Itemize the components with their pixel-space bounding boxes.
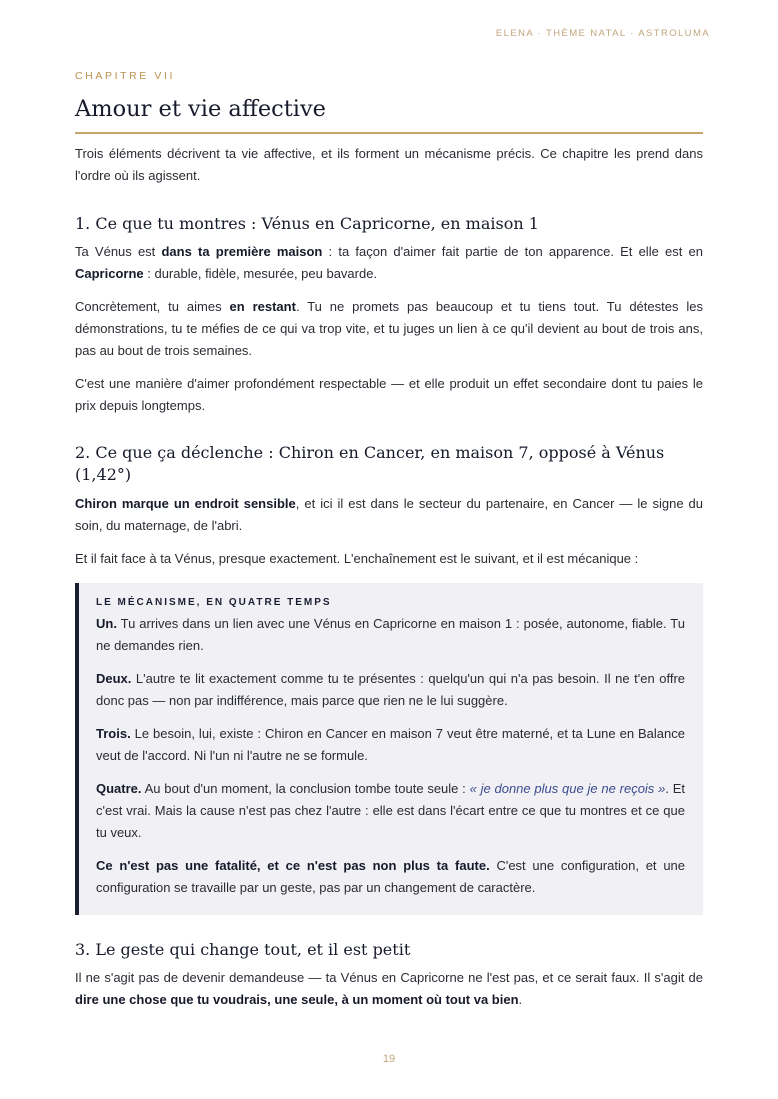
quoted-conclusion: « je donne plus que je ne reçois » bbox=[469, 781, 666, 796]
callout-title: LE MÉCANISME, EN QUATRE TEMPS bbox=[96, 597, 332, 608]
section-1-paragraph-1: Ta Vénus est dans ta première maison : ta façon d'aimer fait partie de ton apparence. Et elle est en Capricorne : durable, fidèle, mesurée, peu bavarde. bbox=[75, 244, 703, 281]
section-3-heading: 3. Le geste qui change tout, et il est petit bbox=[75, 940, 411, 959]
bold-text: en restant bbox=[229, 299, 296, 314]
conclusion-label: Ce n'est pas une fatalité, et ce n'est pas non plus ta faute. bbox=[96, 858, 490, 873]
bold-text: Chiron marque un endroit sensible bbox=[75, 496, 296, 511]
running-header: ELENA · THÈME NATAL · ASTROLUMA bbox=[495, 28, 710, 39]
step-label: Un. bbox=[96, 616, 117, 631]
chapter-title: Amour et vie affective bbox=[75, 96, 703, 134]
bold-text: dans ta première maison bbox=[161, 244, 323, 259]
section-1-paragraph-3: C'est une manière d'aimer profondément respectable — et elle produit un effet secondaire dont tu paies le prix depuis longtemps. bbox=[75, 376, 703, 413]
chapter-label: CHAPITRE VII bbox=[75, 70, 176, 82]
step-label: Quatre. bbox=[96, 781, 142, 796]
section-1-heading: 1. Ce que tu montres : Vénus en Capricorne, en maison 1 bbox=[75, 214, 539, 233]
page-number: 19 bbox=[382, 1053, 396, 1065]
bold-text: Capricorne bbox=[75, 266, 144, 281]
step-un: Un. Tu arrives dans un lien avec une Vénus en Capricorne en maison 1 : posée, autonome, fiable. Tu ne demandes rien. bbox=[96, 616, 685, 653]
step-deux: Deux. L'autre te lit exactement comme tu te présentes : quelqu'un qui n'a pas besoin. Il ne t'en offre donc pas — non par indifférence, mais parce que rien ne le lui suggère. bbox=[96, 671, 685, 708]
callout-conclusion: Ce n'est pas une fatalité, et ce n'est pas non plus ta faute. C'est une configuration, et une configuration se travaille par un geste, pas par un changement de caractère. bbox=[96, 858, 686, 895]
intro-paragraph: Trois éléments décrivent ta vie affective, et ils forment un mécanisme précis. Ce chapitre les prend dans l'ordre où ils agissent. bbox=[75, 146, 703, 183]
section-2-paragraph-1: Chiron marque un endroit sensible, et ici il est dans le secteur du partenaire, en Cancer — le signe du soin, du maternage, de l'abri. bbox=[75, 496, 704, 533]
step-label: Deux. bbox=[96, 671, 132, 686]
section-3-paragraph-1: Il ne s'agit pas de devenir demandeuse — ta Vénus en Capricorne ne l'est pas, et ce serait faux. Il s'agit de dire une chose que tu voudrais, une seule, à un moment où tout va bien. bbox=[75, 970, 703, 1007]
section-2-heading: 2. Ce que ça déclenche : Chiron en Cancer, en maison 7, opposé à Vénus (1,42°) bbox=[75, 443, 665, 484]
mechanism-callout bbox=[75, 583, 703, 915]
step-quatre: Quatre. Au bout d'un moment, la conclusion tombe toute seule : « je donne plus que je ne reçois ». Et c'est vrai. Mais la cause n'est pas chez l'autre : elle est dans l'écart entre ce que tu montres et ce que tu veux. bbox=[96, 781, 685, 840]
section-2-paragraph-2: Et il fait face à ta Vénus, presque exactement. L'enchaînement est le suivant, et il est mécanique : bbox=[75, 551, 639, 566]
step-label: Trois. bbox=[96, 726, 131, 741]
step-trois: Trois. Le besoin, lui, existe : Chiron en Cancer en maison 7 veut être materné, et ta Lune en Balance veut de l'accord. Ni l'un ni l'autre ne se formule. bbox=[96, 726, 685, 763]
page-content bbox=[75, 70, 703, 1011]
bold-text: dire une chose que tu voudrais, une seule, à un moment où tout va bien bbox=[75, 992, 519, 1007]
section-1-paragraph-2: Concrètement, tu aimes en restant. Tu ne promets pas beaucoup et tu tiens tout. Tu détestes les démonstrations, tu te méfies de ce qui va trop vite, et tu juges un lien à ce qu'il devient au bout de trois ans, pas au bout de trois semaines. bbox=[75, 299, 703, 358]
